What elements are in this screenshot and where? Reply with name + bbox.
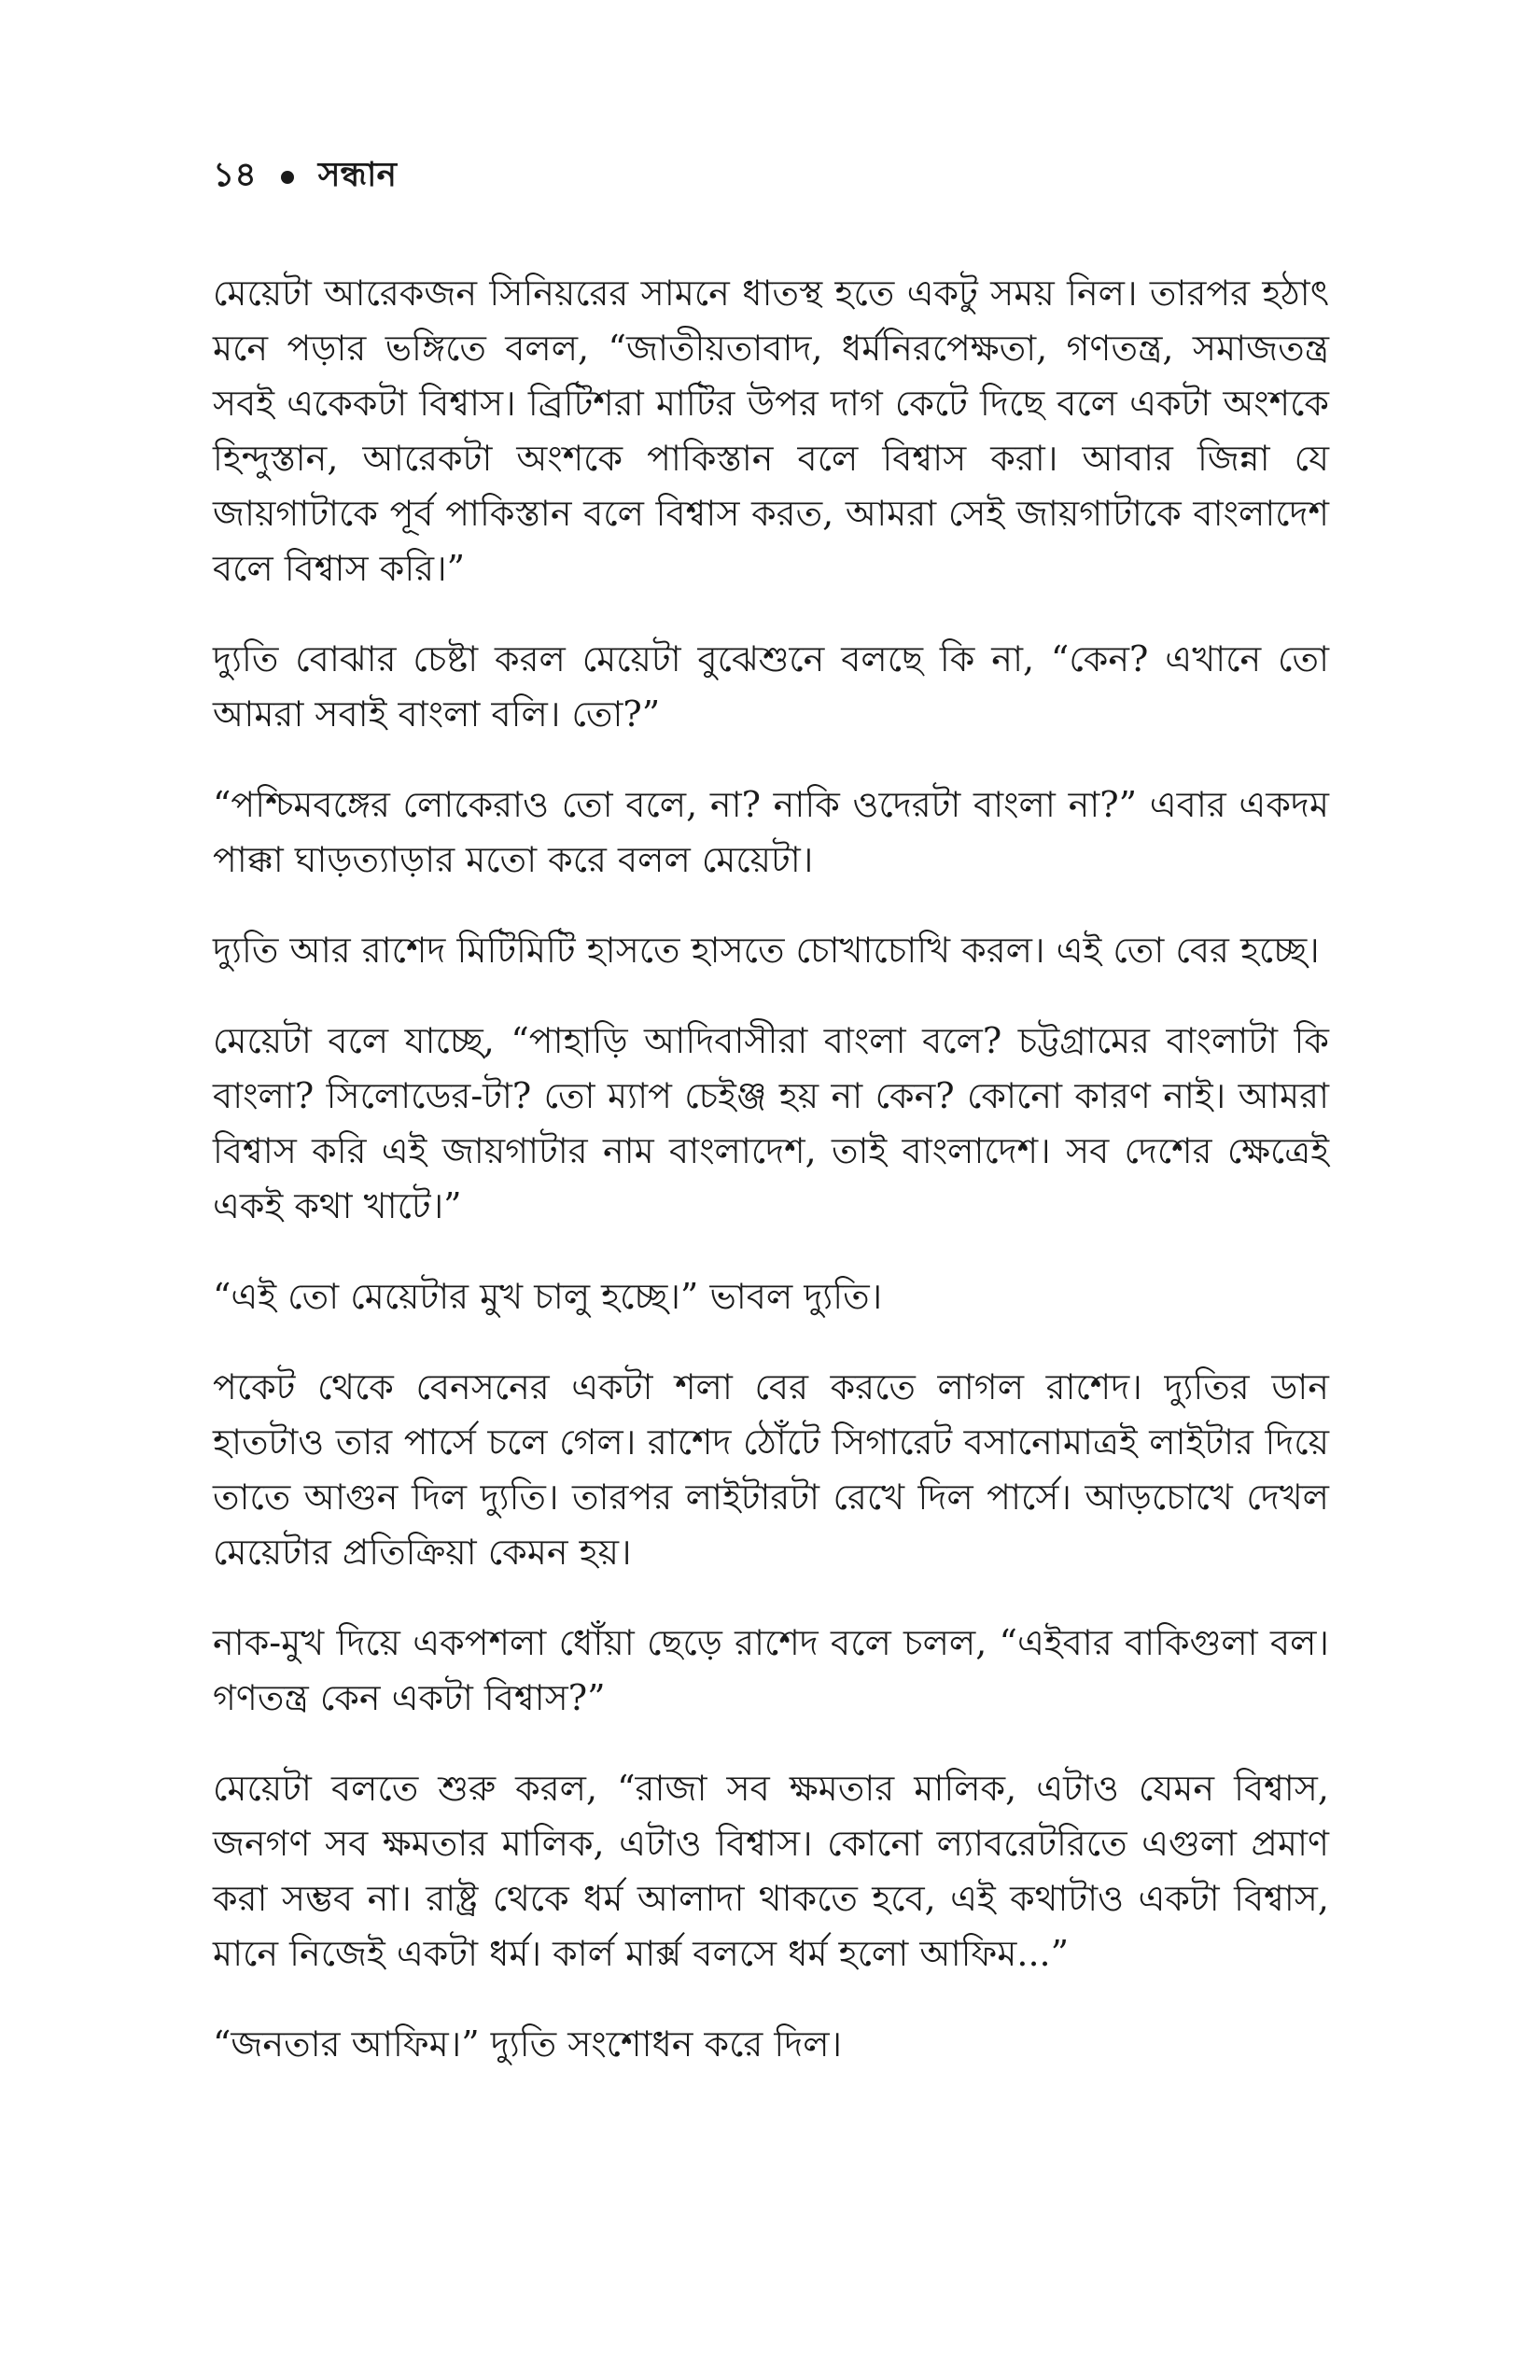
paragraph-2: দ্যুতি বোঝার চেষ্টা করল মেয়েটা বুঝেশুনে বলছে কি না, “কেন? এখানে তো আমরা সবাই বাংলা বলি। তো?” [213, 638, 1329, 735]
paragraph-7: পকেট থেকে বেনসনের একটা শলা বের করতে লাগল রাশেদ। দ্যুতির ডান হাতটাও তার পার্সে চলে গেল। রাশেদ ঠোঁটে সিগারেট বসানোমাত্রই লাইটার দিয়ে তাতে আগুন দিল দ্যুতি। তারপর লাইটারটা রেখে দিল পার্সে। আড়চোখে দেখল মেয়েটার প্রতিক্রিয়া কেমন হয়। [213, 1366, 1329, 1573]
paragraph-8: নাক-মুখ দিয়ে একপশলা ধোঁয়া ছেড়ে রাশেদ বলে চলল, “এইবার বাকিগুলা বল। গণতন্ত্র কেন একটা বিশ্বাস?” [213, 1622, 1329, 1718]
paragraph-4: দ্যুতি আর রাশেদ মিটিমিটি হাসতে হাসতে চোখাচোখি করল। এই তো বের হচ্ছে। [213, 930, 1320, 971]
body-text [213, 266, 1329, 2107]
paragraph-1: মেয়েটা আরেকজন সিনিয়রের সামনে ধাতস্থ হতে একটু সময় নিল। তারপর হঠাৎ মনে পড়ার ভঙ্গিতে বলল, “জাতীয়তাবাদ, ধর্মনিরপেক্ষতা, গণতন্ত্র, সমাজতন্ত্র সবই একেকটা বিশ্বাস। ব্রিটিশরা মাটির উপর দাগ কেটে দিছে বলে একটা অংশকে হিন্দুস্তান, আরেকটা অংশকে পাকিস্তান বলে বিশ্বাস করা। আবার জিন্না যে জায়গাটাকে পূর্ব পাকিস্তান বলে বিশ্বাস করত, আমরা সেই জায়গাটাকে বাংলাদেশ বলে বিশ্বাস করি।” [213, 273, 1329, 589]
paragraph-9: মেয়েটা বলতে শুরু করল, “রাজা সব ক্ষমতার মালিক, এটাও যেমন বিশ্বাস, জনগণ সব ক্ষমতার মালিক, এটাও বিশ্বাস। কোনো ল্যাবরেটরিতে এগুলা প্রমাণ করা সম্ভব না। রাষ্ট্র থেকে ধর্ম আলাদা থাকতে হবে, এই কথাটাও একটা বিশ্বাস, মানে নিজেই একটা ধর্ম। কার্ল মার্ক্স বলসে ধর্ম হলো আফিম...” [213, 1768, 1329, 1974]
paragraph-6: “এই তো মেয়েটার মুখ চালু হচ্ছে।” ভাবল দ্যুতি। [213, 1276, 883, 1317]
bullet-separator-icon [281, 171, 294, 184]
book-title: সন্ধান [317, 155, 397, 194]
paragraph-3: “পশ্চিমবঙ্গের লোকেরাও তো বলে, না? নাকি ওদেরটা বাংলা না?” এবার একদম পাক্কা ঘাড়ত্যাড়ার মতো করে বলল মেয়েটা। [213, 784, 1329, 880]
running-head [213, 149, 397, 205]
page-number: ১৪ [213, 155, 257, 194]
paragraph-10: “জনতার আফিম।” দ্যুতি সংশোধন করে দিল। [213, 2023, 843, 2065]
paragraph-5: মেয়েটা বলে যাচ্ছে, “পাহাড়ি আদিবাসীরা বাংলা বলে? চট্টগ্রামের বাংলাটা কি বাংলা? সিলোডের-টা? তো ম্যাপ চেইঞ্জ হয় না কেন? কোনো কারণ নাই। আমরা বিশ্বাস করি এই জায়গাটার নাম বাংলাদেশ, তাই বাংলাদেশ। সব দেশের ক্ষেত্রেই একই কথা খাটে।” [213, 1020, 1329, 1226]
